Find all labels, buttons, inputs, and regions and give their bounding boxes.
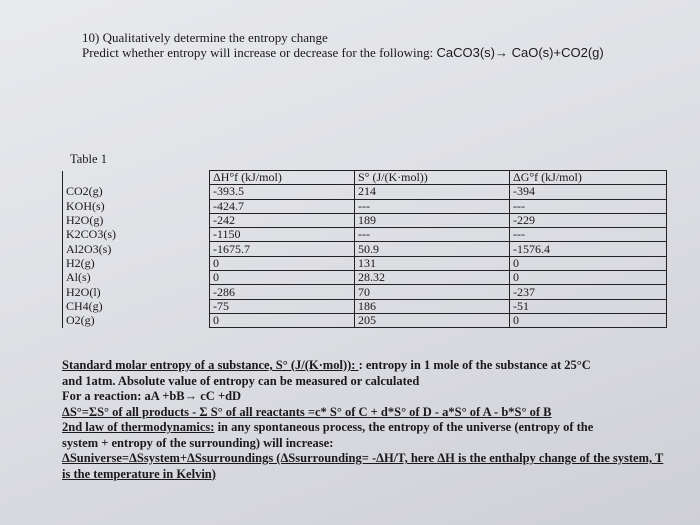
substance-cell: H2(g) (63, 256, 210, 270)
substance-cell: O2(g) (63, 313, 210, 327)
value-cell: --- (355, 199, 510, 213)
table-row (63, 242, 667, 256)
value-cell: 28.32 (355, 271, 510, 285)
value-cell: 0 (210, 313, 355, 327)
header-cell: S° (J/(K·mol)) (355, 171, 510, 185)
notes-line-underlined: 2nd law of thermodynamics: (62, 420, 215, 434)
notes-line: and 1atm. Absolute value of entropy can be measured or calculated (62, 373, 420, 388)
substance-cell: H2O(g) (63, 213, 210, 227)
table-header-row (63, 171, 667, 185)
substance-cell: KOH(s) (63, 199, 210, 213)
question-prompt (82, 45, 604, 61)
notes-line-rest: : entropy in 1 mole of the substance at 25°C (358, 358, 591, 372)
value-cell: -237 (510, 285, 667, 299)
value-cell: 0 (510, 313, 667, 327)
table-row (63, 299, 667, 313)
value-cell: -75 (210, 299, 355, 313)
value-cell: 0 (210, 271, 355, 285)
value-cell: 205 (355, 313, 510, 327)
value-cell: 50.9 (355, 242, 510, 256)
value-cell: --- (510, 228, 667, 242)
value-cell: -286 (210, 285, 355, 299)
substance-cell: CO2(g) (63, 185, 210, 199)
value-cell: -424.7 (210, 199, 355, 213)
substance-cell: CH4(g) (63, 299, 210, 313)
value-cell: 0 (210, 256, 355, 270)
table-row (63, 228, 667, 242)
value-cell: 189 (355, 213, 510, 227)
table-row (63, 285, 667, 299)
notes-line: ΔSuniverse=ΔSsystem+ΔSsurroundings (ΔSsurrounding= -ΔH/T, here ΔH is the enthalpy change of the system, T (62, 451, 664, 465)
value-cell: 214 (355, 185, 510, 199)
notes-line: is the temperature in Kelvin) (62, 466, 216, 481)
question-prompt-text: Predict whether entropy will increase or decrease for the following: (82, 45, 437, 60)
notes-line: ΔS°=ΣS° of all products - Σ S° of all reactants =c* S° of C + d*S° of D - a*S° of A - b*S° of B (62, 404, 552, 419)
notes-line-underlined: Standard molar entropy of a substance, S° (J/(K·mol)): (62, 358, 359, 372)
table-row (63, 271, 667, 285)
question-title: 10) Qualitatively determine the entropy change (82, 30, 328, 45)
notes-line (62, 420, 674, 436)
value-cell: -242 (210, 213, 355, 227)
table-row (63, 199, 667, 213)
notes-line: system + entropy of the surrounding) will increase: (62, 435, 334, 450)
table-row (63, 313, 667, 327)
header-cell: ΔG°f (kJ/mol) (510, 171, 667, 185)
value-cell: -51 (510, 299, 667, 313)
thermo-data-table (62, 170, 667, 328)
substance-cell: K2CO3(s) (63, 228, 210, 242)
value-cell: --- (355, 228, 510, 242)
value-cell: 70 (355, 285, 510, 299)
table-row (63, 256, 667, 270)
value-cell: -394 (510, 185, 667, 199)
value-cell: --- (510, 199, 667, 213)
value-cell: -1675.7 (210, 242, 355, 256)
reaction-formula: CaCO3(s)→ CaO(s)+CO2(g) (436, 45, 604, 60)
table-row (63, 213, 667, 227)
value-cell: 131 (355, 256, 510, 270)
header-cell (63, 171, 210, 185)
header-cell: ΔH°f (kJ/mol) (210, 171, 355, 185)
substance-cell: H2O(l) (63, 285, 210, 299)
notes-line-rest: in any spontaneous process, the entropy of the universe (entropy of the (214, 420, 594, 434)
notes-line (62, 358, 674, 374)
table-row (63, 185, 667, 199)
value-cell: 0 (510, 271, 667, 285)
value-cell: 0 (510, 256, 667, 270)
value-cell: -1576.4 (510, 242, 667, 256)
value-cell: -229 (510, 213, 667, 227)
value-cell: -1150 (210, 228, 355, 242)
notes-line: For a reaction: aA +bB→ cC +dD (62, 389, 242, 403)
substance-cell: Al(s) (63, 271, 210, 285)
value-cell: 186 (355, 299, 510, 313)
substance-cell: Al2O3(s) (63, 242, 210, 256)
table-caption: Table 1 (70, 152, 107, 166)
notes-block (62, 358, 674, 482)
value-cell: -393.5 (210, 185, 355, 199)
